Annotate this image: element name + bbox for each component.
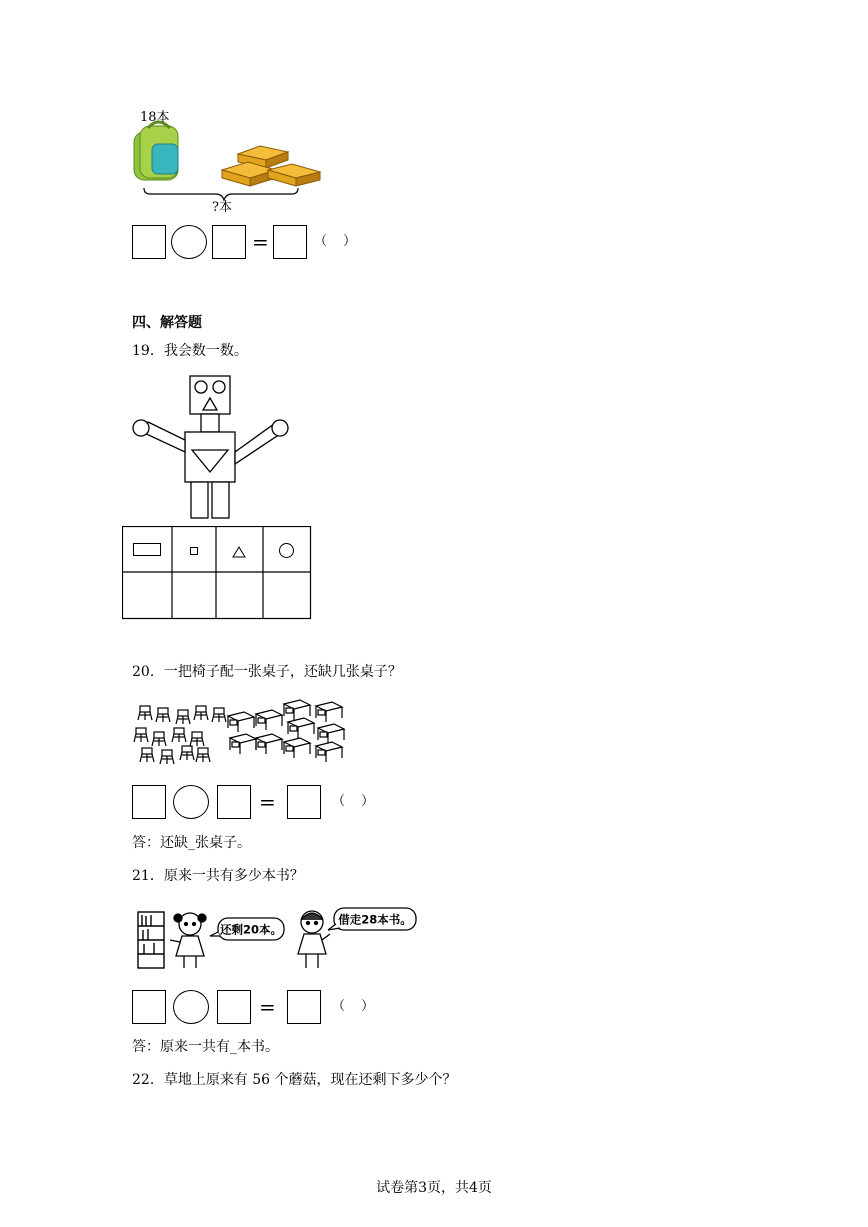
q19-text: 19．我会数一数。 [132, 343, 248, 359]
q21-text: 21．原来一共有多少本书？ [132, 868, 304, 884]
number-box-2[interactable] [217, 785, 251, 819]
chair-icon [172, 728, 186, 742]
bubble-left-text: 还剩20本。 [219, 922, 283, 937]
triangle-shape-icon [232, 543, 246, 555]
chair-icon [176, 710, 190, 724]
chair-icon [156, 708, 170, 722]
chairs-desks-illustration [132, 698, 352, 770]
answer-paren[interactable]: （ ） [314, 234, 363, 249]
count-cell-square[interactable] [173, 573, 215, 618]
girl-icon [170, 913, 206, 968]
chair-icon [134, 728, 148, 742]
total-label: ?本 [212, 200, 232, 215]
q20-equation [132, 785, 392, 821]
chair-icon [194, 706, 208, 720]
answer-paren[interactable]: （ ） [332, 794, 381, 809]
q21-illustration [134, 906, 424, 972]
number-box-2[interactable] [212, 225, 246, 259]
robot-illustration [128, 372, 298, 522]
chair-icon [196, 748, 210, 762]
rectangle-shape-icon [133, 543, 161, 556]
desk-icon [284, 700, 310, 720]
q20-answer: 答：还缺_张桌子。 [132, 835, 251, 851]
q21-answer: 答：原来一共有_本书。 [132, 1039, 279, 1055]
desk-icon [230, 734, 256, 754]
desk-icon [256, 710, 282, 730]
chair-icon [140, 748, 154, 762]
desk-icon [318, 724, 344, 744]
chair-icon [160, 750, 174, 764]
number-box-2[interactable] [217, 990, 251, 1024]
section-title: 四、解答题 [132, 315, 202, 331]
square-shape-icon [190, 547, 198, 555]
number-box-1[interactable] [132, 225, 166, 259]
equals-sign: = [259, 790, 276, 814]
equals-sign: = [252, 230, 269, 254]
result-box[interactable] [287, 990, 321, 1024]
bubble-right-text: 借走28本书。 [338, 912, 412, 927]
bookshelf-icon [138, 912, 164, 968]
answer-paren[interactable]: （ ） [332, 999, 381, 1014]
page-footer: 试卷第3页，共4页 [376, 1180, 492, 1196]
chair-icon [212, 708, 226, 722]
desk-icon [284, 738, 310, 758]
circle-shape-icon [279, 543, 294, 558]
count-cell-rectangle[interactable] [123, 573, 171, 618]
chair-icon [180, 746, 194, 760]
equals-sign: = [259, 995, 276, 1019]
robot-figure [128, 372, 298, 522]
result-box[interactable] [287, 785, 321, 819]
operator-circle[interactable] [173, 785, 209, 819]
count-cell-circle[interactable] [264, 573, 310, 618]
result-box[interactable] [273, 225, 307, 259]
desk-icon [316, 702, 342, 722]
number-box-1[interactable] [132, 785, 166, 819]
count-cell-triangle[interactable] [217, 573, 262, 618]
q20-text: 20．一把椅子配一张桌子，还缺几张桌子？ [132, 664, 402, 680]
backpack-icon [134, 122, 178, 180]
q22-text: 22．草地上原来有 56 个蘑菇，现在还剩下多少个？ [132, 1072, 457, 1088]
q20-figure [132, 698, 352, 770]
chair-icon [138, 706, 152, 720]
chair-icon [152, 732, 166, 746]
count-table [122, 526, 312, 620]
desk-icon [288, 718, 314, 738]
books-icon [222, 146, 320, 186]
chair-icon [190, 732, 204, 746]
operator-circle[interactable] [171, 225, 207, 259]
desk-icon [228, 712, 254, 732]
q21-equation [132, 990, 392, 1026]
number-box-1[interactable] [132, 990, 166, 1024]
bag-label: 18本 [140, 110, 170, 125]
desk-icon [256, 734, 282, 754]
q21-figure [134, 906, 424, 972]
desk-icon [316, 742, 342, 762]
q18-equation [132, 225, 372, 261]
operator-circle[interactable] [173, 990, 209, 1024]
girl-icon [298, 911, 330, 968]
